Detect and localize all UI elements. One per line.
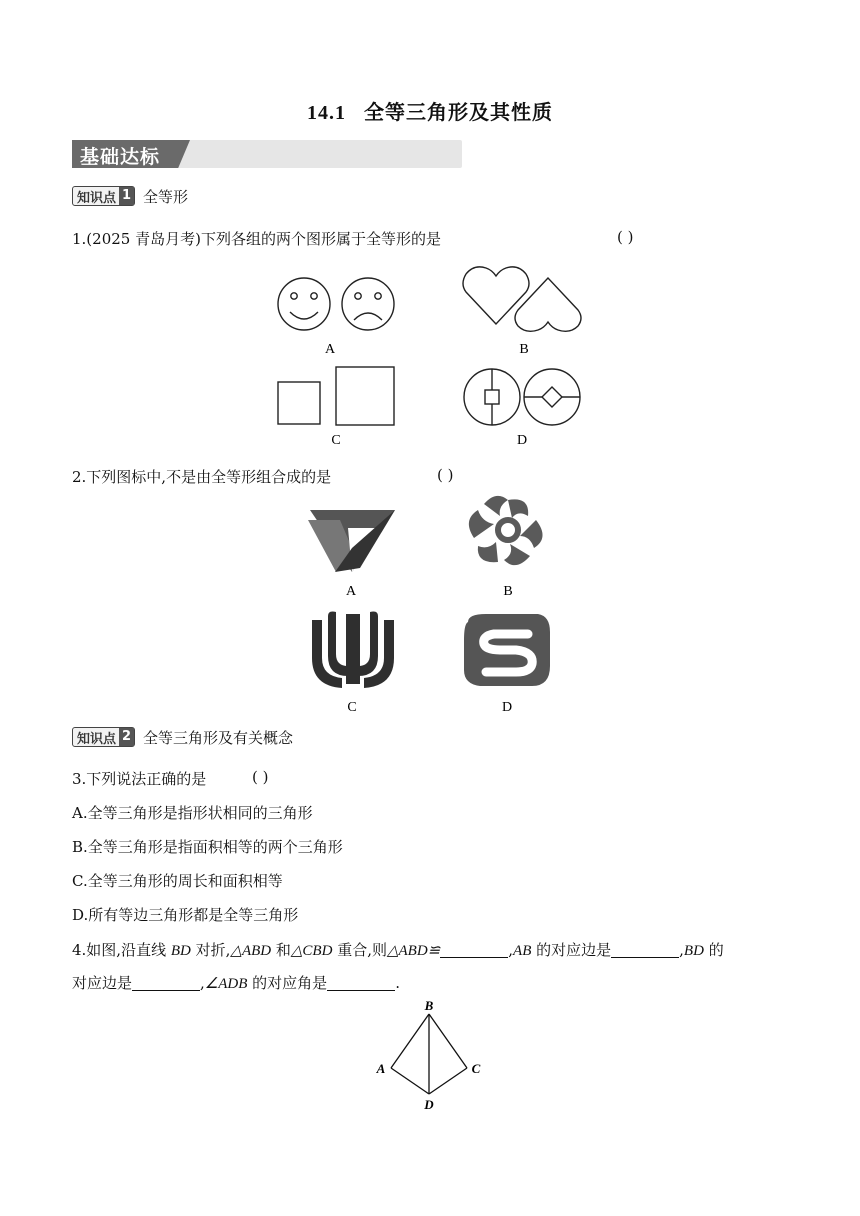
- option-b-hearts: [463, 267, 581, 331]
- option-c-label: C: [347, 700, 357, 715]
- q4-figure: [370, 996, 490, 1116]
- question-1: 1.(2025 青岛月考)下列各组的两个图形属于全等形的是: [72, 230, 441, 248]
- q2-figure: [290, 490, 580, 720]
- kite-lines: [391, 1014, 467, 1094]
- answer-paren-2: ( ): [437, 466, 454, 484]
- option-c-squares: [278, 367, 394, 425]
- choice-c: C.全等三角形的周长和面积相等: [72, 872, 283, 890]
- option-a-label: A: [324, 342, 336, 357]
- answer-paren-1: ( ): [617, 228, 634, 246]
- option-b-label: B: [519, 342, 529, 357]
- answer-blank-1[interactable]: [440, 941, 508, 958]
- knowledge-point-2: [72, 727, 293, 747]
- kp-badge: 知识点 1: [72, 186, 135, 206]
- kp-name: 全等形: [143, 187, 189, 206]
- choice-a: A.全等三角形是指形状相同的三角形: [72, 804, 313, 822]
- question-4-line-1: 4.如图,沿直线 BD 对折,△ABD 和△CBD 重合,则△ABD≌ ,AB 的对应边是 ,BD 的: [72, 941, 724, 959]
- vertex-c-label: C: [471, 1061, 481, 1076]
- banner-label: 基础达标: [80, 146, 161, 168]
- option-c-label: C: [331, 433, 341, 448]
- vertex-d-label: D: [424, 1097, 434, 1112]
- option-d-label: D: [516, 433, 528, 448]
- option-d-coins: [464, 369, 580, 425]
- q1-figure: [260, 262, 600, 452]
- vertex-b-label: B: [424, 998, 434, 1013]
- question-3: 3.下列说法正确的是: [72, 770, 207, 788]
- section-banner: [72, 140, 462, 168]
- vertex-a-label: A: [376, 1061, 386, 1076]
- option-c-logo: [312, 612, 394, 689]
- question-2: 2.下列图标中,不是由全等形组合成的是: [72, 468, 332, 486]
- option-a-logo: [308, 510, 395, 572]
- option-d-label: D: [501, 700, 513, 715]
- answer-blank-4[interactable]: [327, 974, 395, 991]
- answer-blank-3[interactable]: [132, 974, 200, 991]
- option-b-label: B: [503, 584, 513, 599]
- option-a-faces: [278, 278, 394, 330]
- option-a-label: A: [345, 584, 357, 599]
- choice-b: B.全等三角形是指面积相等的两个三角形: [72, 838, 343, 856]
- section-title: 全等三角形及其性质: [364, 100, 553, 124]
- knowledge-point-1: [72, 186, 188, 206]
- kp-name: 全等三角形及有关概念: [143, 728, 294, 747]
- section-number: 14.1: [307, 102, 346, 124]
- option-b-flower: [469, 496, 543, 565]
- choice-d: D.所有等边三角形都是全等三角形: [72, 906, 299, 924]
- page-title: [0, 96, 860, 125]
- question-4-line-2: 对应边是 ,∠ADB 的对应角是 .: [72, 974, 400, 992]
- kp-badge: 知识点 2: [72, 727, 135, 747]
- answer-blank-2[interactable]: [611, 941, 679, 958]
- option-d-logo: [464, 614, 550, 686]
- answer-paren-3: ( ): [252, 768, 269, 786]
